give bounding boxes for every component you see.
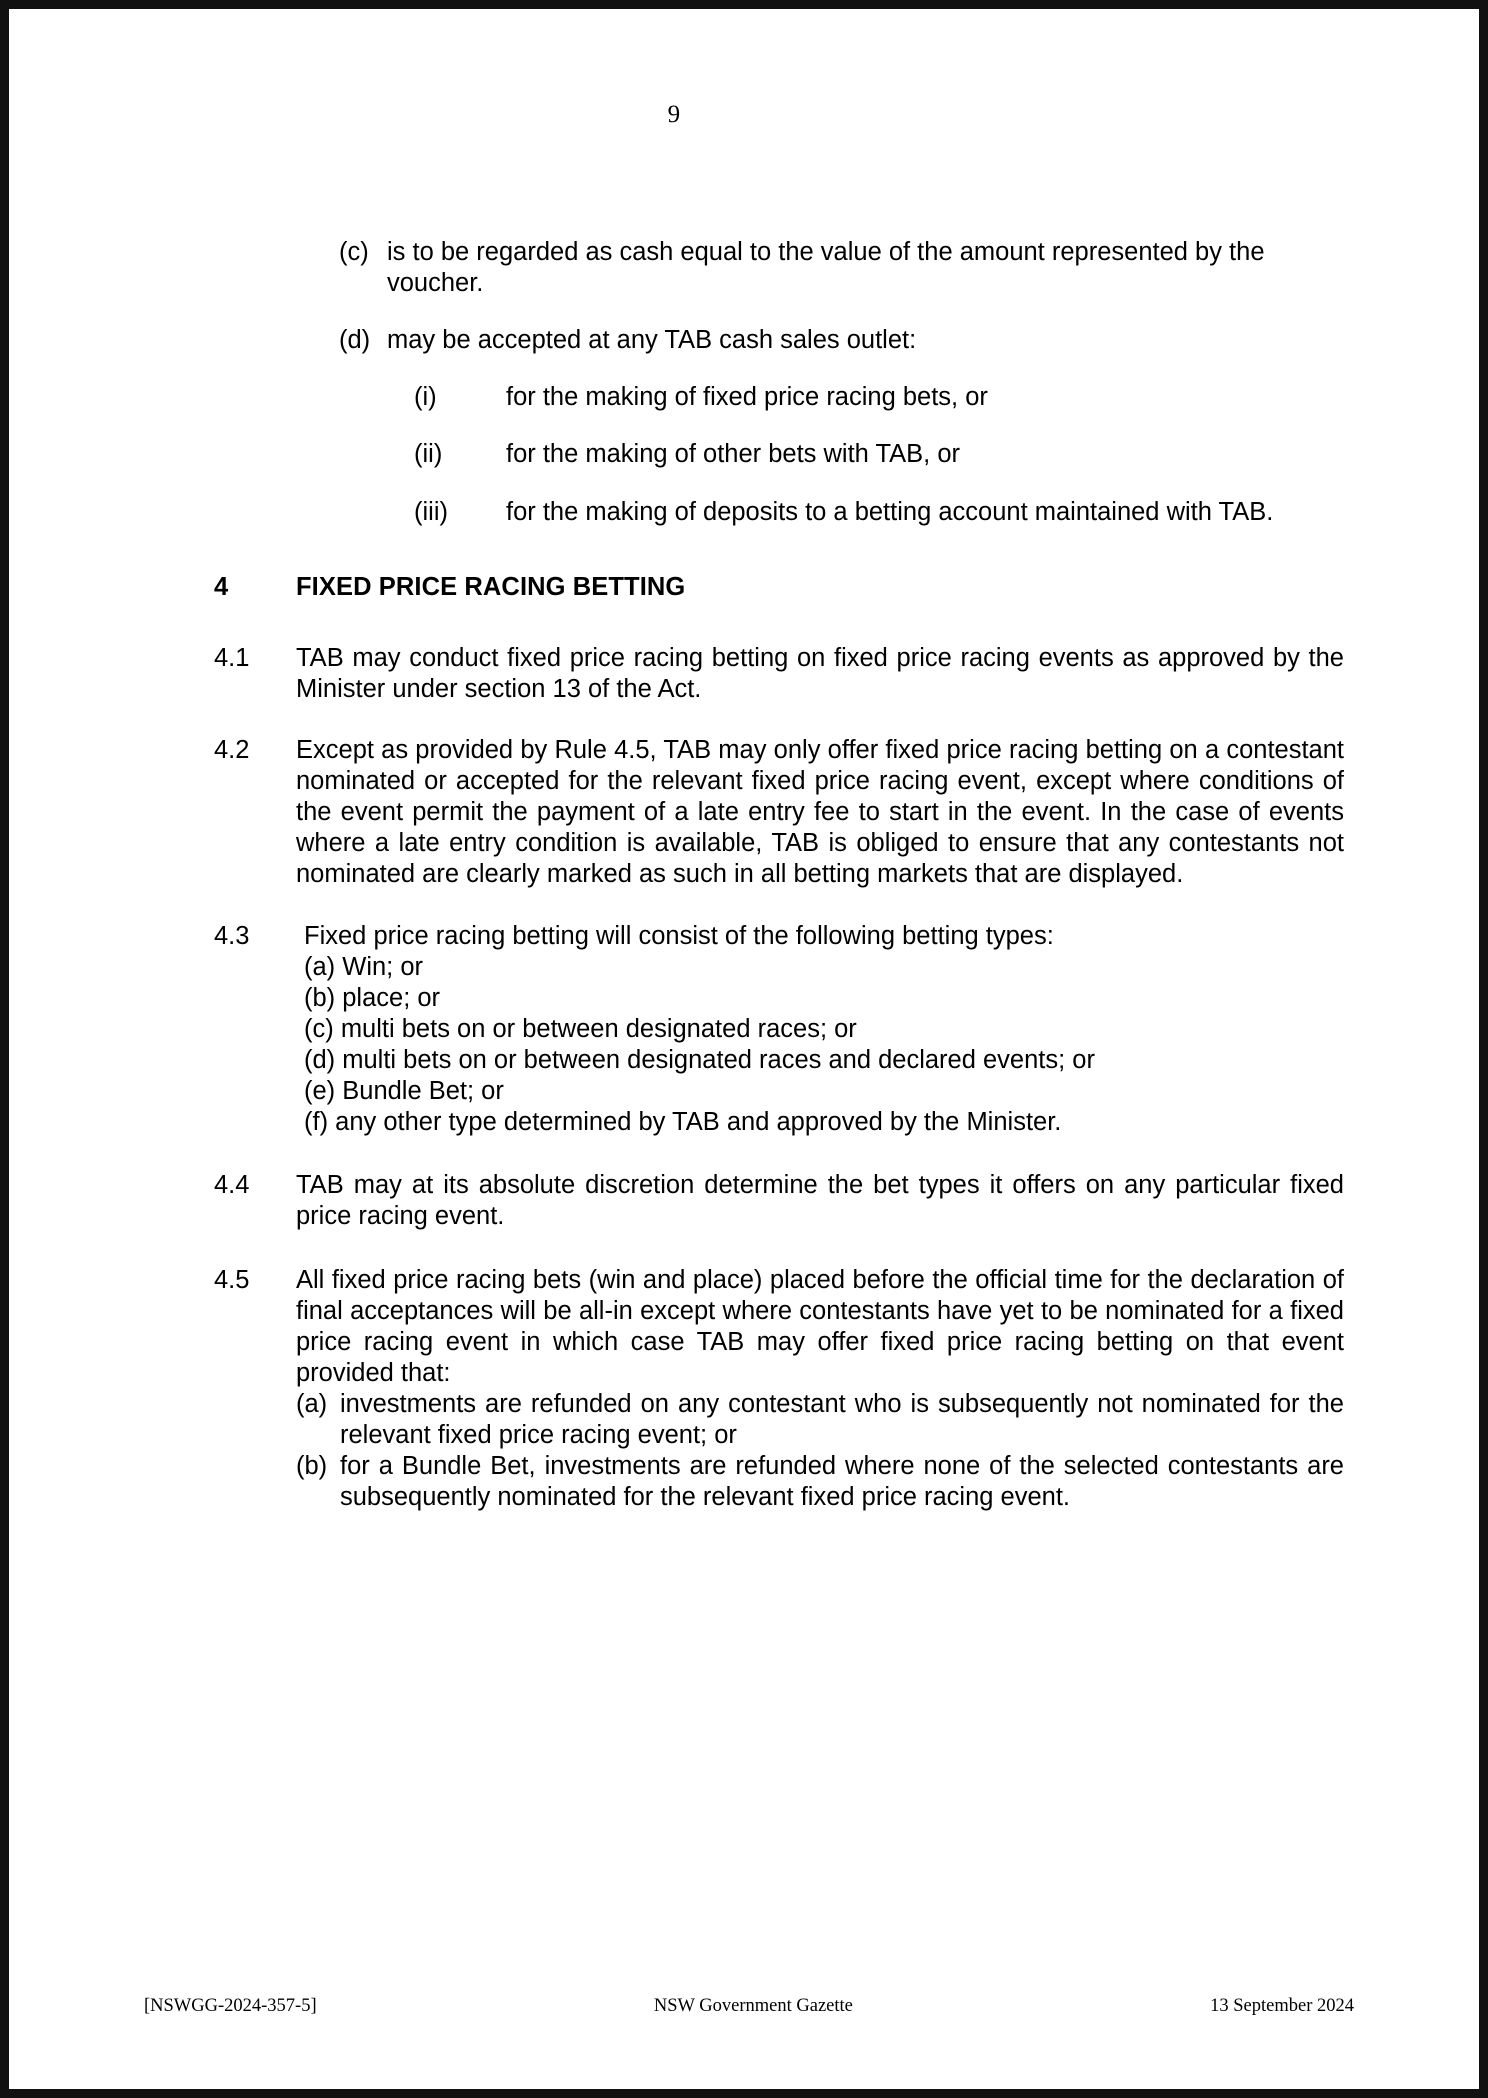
list-item: (e) Bundle Bet; or <box>304 1077 504 1106</box>
list-item <box>339 237 1344 299</box>
list-item: (f) any other type determined by TAB and approved by the Minister. <box>304 1108 1062 1137</box>
clause-4-1 <box>214 643 1344 705</box>
list-item-text: is to be regarded as cash equal to the value of the amount represented by the voucher. <box>387 238 1265 298</box>
clause-text: Fixed price racing betting will consist of the following betting types: <box>304 921 1054 950</box>
document-body <box>214 237 1344 1543</box>
list-item <box>339 325 1344 356</box>
clause-text: Except as provided by Rule 4.5, TAB may only offer fixed price racing betting on a contestant nominated or accepted for the relevant fixed price racing event, except where conditions of the event permit the payment of a late entry fee to start in the event. In the case of events where a late entry condition is available, TAB is obliged to ensure that any contestants not nominated are clearly marked as such in all betting markets that are displayed. <box>296 735 1344 889</box>
list-item <box>414 497 1344 528</box>
page-number: 9 <box>667 101 681 128</box>
footer-reference: [NSWGG-2024-357-5] <box>144 1996 317 2016</box>
list-item <box>296 1389 1344 1451</box>
list-item-marker: (d) <box>339 326 371 355</box>
section-heading <box>214 572 1344 603</box>
list-item-marker: (c) <box>339 238 369 266</box>
footer-publication: NSW Government Gazette <box>653 1996 853 2016</box>
clause-4-3 <box>214 921 1344 1139</box>
clause-body <box>296 921 1344 1139</box>
list-item-marker: (ii) <box>414 440 443 469</box>
list-item-marker: (a) <box>296 1389 328 1418</box>
clause-number: 4.5 <box>214 1265 250 1294</box>
section-title: FIXED PRICE RACING BETTING <box>296 572 686 601</box>
list-item-text: investments are refunded on any contestant who is subsequently not nominated for the relevant fixed price racing event; or <box>340 1389 1344 1450</box>
list-item-text: for the making of fixed price racing bets, or <box>506 383 988 412</box>
list-item-marker: (b) <box>296 1452 328 1481</box>
clause-number: 4.3 <box>214 921 250 950</box>
list-item <box>414 439 1344 470</box>
list-item-text: for the making of deposits to a betting account maintained with TAB. <box>506 497 1274 526</box>
list-item <box>296 1451 1344 1513</box>
list-item <box>414 382 1344 413</box>
betting-types-list <box>304 952 1344 1139</box>
clause-4-2 <box>214 735 1344 891</box>
list-item: (d) multi bets on or between designated races and declared events; or <box>304 1045 1095 1074</box>
clause-4-5 <box>214 1265 1344 1514</box>
section-number: 4 <box>214 572 229 601</box>
page-canvas <box>9 9 1479 2089</box>
clause-number: 4.2 <box>214 735 250 764</box>
page-footer <box>144 1996 1354 2017</box>
clause-body <box>296 1265 1344 1514</box>
clause-4-4 <box>214 1170 1344 1232</box>
footer-date: 13 September 2024 <box>1210 1996 1354 2016</box>
list-item-text: may be accepted at any TAB cash sales outlet: <box>387 326 917 355</box>
list-item-marker: (iii) <box>414 497 448 526</box>
list-item: (b) place; or <box>304 983 441 1012</box>
list-item-marker: (i) <box>414 383 437 412</box>
list-item: (a) Win; or <box>304 952 424 981</box>
clause-text: TAB may conduct fixed price racing betting on fixed price racing events as approved by the Minister under section 13 of the Act. <box>296 643 1344 703</box>
clause-text: All fixed price racing bets (win and place) placed before the official time for the declaration of final acceptances will be all-in except where contestants have yet to be nominated for a fixed price racing event in which case TAB may offer fixed price racing betting on that event provided that: <box>296 1265 1344 1387</box>
clause-text: TAB may at its absolute discretion determine the bet types it offers on any particular fixed price racing event. <box>296 1171 1344 1231</box>
list-item-text: for the making of other bets with TAB, or <box>506 440 961 469</box>
clause-number: 4.4 <box>214 1171 250 1200</box>
list-item: (c) multi bets on or between designated races; or <box>304 1014 857 1043</box>
clause-number: 4.1 <box>214 643 250 672</box>
list-item-text: for a Bundle Bet, investments are refunded where none of the selected contestants are subsequently nominated for the relevant fixed price racing event. <box>340 1452 1344 1512</box>
